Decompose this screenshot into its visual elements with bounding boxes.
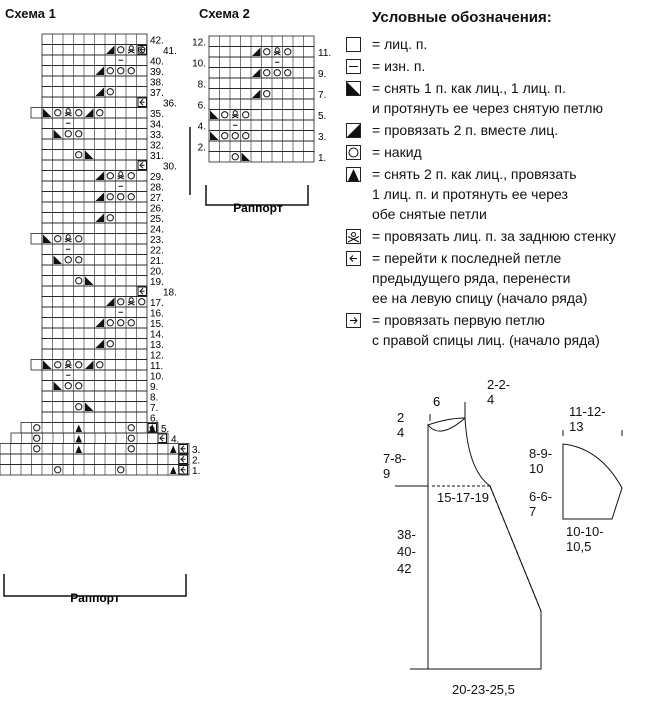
dim-neck-depth: 2-2- 4	[487, 377, 511, 407]
scheme1-row-number: 19.	[150, 277, 164, 288]
scheme1-row-number: 42.	[150, 35, 164, 47]
legend-item-text: = провязать лиц. п. за заднюю стенку	[372, 228, 616, 244]
cross-icon	[346, 229, 361, 244]
scheme1-row-number: 13.	[150, 340, 164, 351]
legend-item	[344, 164, 669, 224]
scheme1-row-number: 14.	[150, 329, 164, 341]
scheme1-row-number: 39.	[150, 67, 164, 78]
legend-item-text: = накид	[372, 144, 422, 160]
empty-icon	[346, 37, 361, 52]
scheme2-row-number-left: 8.	[197, 79, 206, 91]
scheme1-row-number: 9.	[150, 382, 159, 393]
legend-item	[344, 226, 669, 246]
scheme1-row-number: 29.	[150, 172, 164, 183]
scheme1-row-number: 36.	[163, 98, 177, 110]
scheme1-row-number: 31.	[150, 151, 164, 162]
scheme2-row-number-right: 1.	[318, 153, 327, 164]
scheme1-row-number: 10.	[150, 371, 164, 383]
scheme2-row-number-left: 10.	[192, 58, 206, 70]
scheme1-row-number: 35.	[150, 109, 164, 120]
legend-item	[344, 34, 669, 54]
scheme2-row-number-left: 6.	[197, 100, 206, 112]
scheme2-row-number-right: 5.	[318, 111, 327, 122]
legend-item	[344, 56, 669, 76]
scheme1-row-number: 11.	[150, 361, 164, 372]
scheme2-row-number-left: 12.	[192, 37, 206, 49]
dim-armhole: 7-8- 9	[383, 451, 407, 481]
legend-item-text: = лиц. п.	[372, 36, 428, 52]
scheme2-row-number-right: 9.	[318, 69, 327, 80]
legend-item	[344, 248, 669, 308]
scheme1-row-number: 41.	[163, 46, 177, 57]
scheme1-title: Схема 1	[5, 6, 56, 21]
dim-sleeve-side: 6-6- 7	[529, 489, 553, 519]
dim-back-neck: 6	[433, 394, 441, 409]
scheme1-row-number: 20.	[150, 266, 164, 278]
tri-left-icon	[346, 81, 361, 96]
scheme1-row-number: 27.	[150, 193, 164, 204]
dim-shoulder: 2 4	[397, 410, 405, 440]
legend	[344, 8, 669, 352]
scheme1-row-number: 24.	[150, 224, 164, 236]
scheme1-row-number: 25.	[150, 214, 164, 225]
scheme1-row-number: 22.	[150, 245, 164, 257]
legend-item	[344, 310, 669, 350]
legend-item-text: = провязать первую петлю с правой спицы лиц. (начало ряда)	[372, 312, 600, 348]
dim-chest: 15-17-19	[437, 490, 490, 505]
legend-title: Условные обозначения:	[372, 9, 552, 26]
legend-item-text: = снять 1 п. как лиц., 1 лиц. п. и протянуть ее через снятую петлю	[372, 80, 603, 116]
sleeve-schematic	[563, 430, 622, 519]
scheme1-row-number: 1.	[192, 466, 201, 477]
legend-item	[344, 78, 669, 118]
scheme1-row-number: 33.	[150, 130, 164, 141]
dim-sleeve-bottom: 10-10- 10,5	[566, 524, 604, 554]
scheme2-row-number-right: 7.	[318, 90, 327, 101]
scheme1-row-number: 2.	[192, 455, 201, 467]
scheme1-row-number: 30.	[163, 161, 177, 173]
dim-length: 38- 40- 42	[397, 527, 416, 576]
scheme1-row-number: 17.	[150, 298, 164, 309]
scheme1-row-number: 5.	[161, 424, 170, 435]
scheme1-row-number: 6.	[150, 413, 159, 425]
arrow-right-icon	[346, 313, 361, 328]
dim-sleeve-cap: 8-9- 10	[529, 446, 553, 476]
legend-item	[344, 120, 669, 140]
arrow-left-icon	[346, 251, 361, 266]
scheme2-repeat-label: Раппорт	[233, 201, 283, 215]
scheme1-row-number: 21.	[150, 256, 164, 267]
scheme1-row-number: 34.	[150, 119, 164, 131]
legend-item-text: = снять 2 п. как лиц., провязать 1 лиц. п. и протянуть ее через обе снятые петли	[372, 166, 577, 222]
scheme1-row-number: 16.	[150, 308, 164, 320]
scheme1-row-number: 28.	[150, 182, 164, 194]
dim-sleeve-top: 11-12- 13	[569, 404, 606, 434]
scheme2-chart	[192, 36, 331, 164]
scheme2-row-number-right: 11.	[318, 48, 332, 59]
legend-item	[344, 142, 669, 162]
dim-hem: 20-23-25,5	[452, 682, 515, 697]
scheme1-row-number: 26.	[150, 203, 164, 215]
scheme1-row-number: 18.	[163, 287, 177, 299]
scheme1-row-number: 37.	[150, 88, 164, 99]
scheme2-row-number-left: 2.	[197, 142, 206, 154]
scheme1-row-number: 38.	[150, 77, 164, 89]
scheme2-row-number-left: 4.	[197, 121, 206, 133]
scheme1-repeat-label: Раппорт	[70, 591, 120, 605]
scheme1-row-number: 12.	[150, 350, 164, 362]
scheme1-chart	[0, 34, 200, 477]
legend-item-text: = перейти к последней петле предыдущего ряда, перенести ее на левую спицу (начало ряда)	[372, 250, 588, 306]
scheme1-row-number: 7.	[150, 403, 159, 414]
scheme1-row-number: 15.	[150, 319, 164, 330]
scheme1-row-number: 32.	[150, 140, 164, 152]
legend-item-text: = изн. п.	[372, 58, 426, 74]
scheme1-row-number: 8.	[150, 392, 159, 404]
circle-icon	[346, 145, 361, 160]
tri-right-icon	[346, 123, 361, 138]
tri-up-icon	[346, 167, 361, 182]
legend-item-text: = провязать 2 п. вместе лиц.	[372, 122, 559, 138]
scheme2-row-number-right: 3.	[318, 132, 327, 143]
scheme1-row-number: 23.	[150, 235, 164, 246]
scheme1-row-number: 3.	[192, 445, 201, 456]
dash-icon	[346, 59, 361, 74]
scheme1-row-number: 40.	[150, 56, 164, 68]
scheme2-title: Схема 2	[199, 6, 250, 21]
scheme1-row-number: 4.	[171, 434, 180, 446]
body-schematic	[395, 402, 541, 669]
